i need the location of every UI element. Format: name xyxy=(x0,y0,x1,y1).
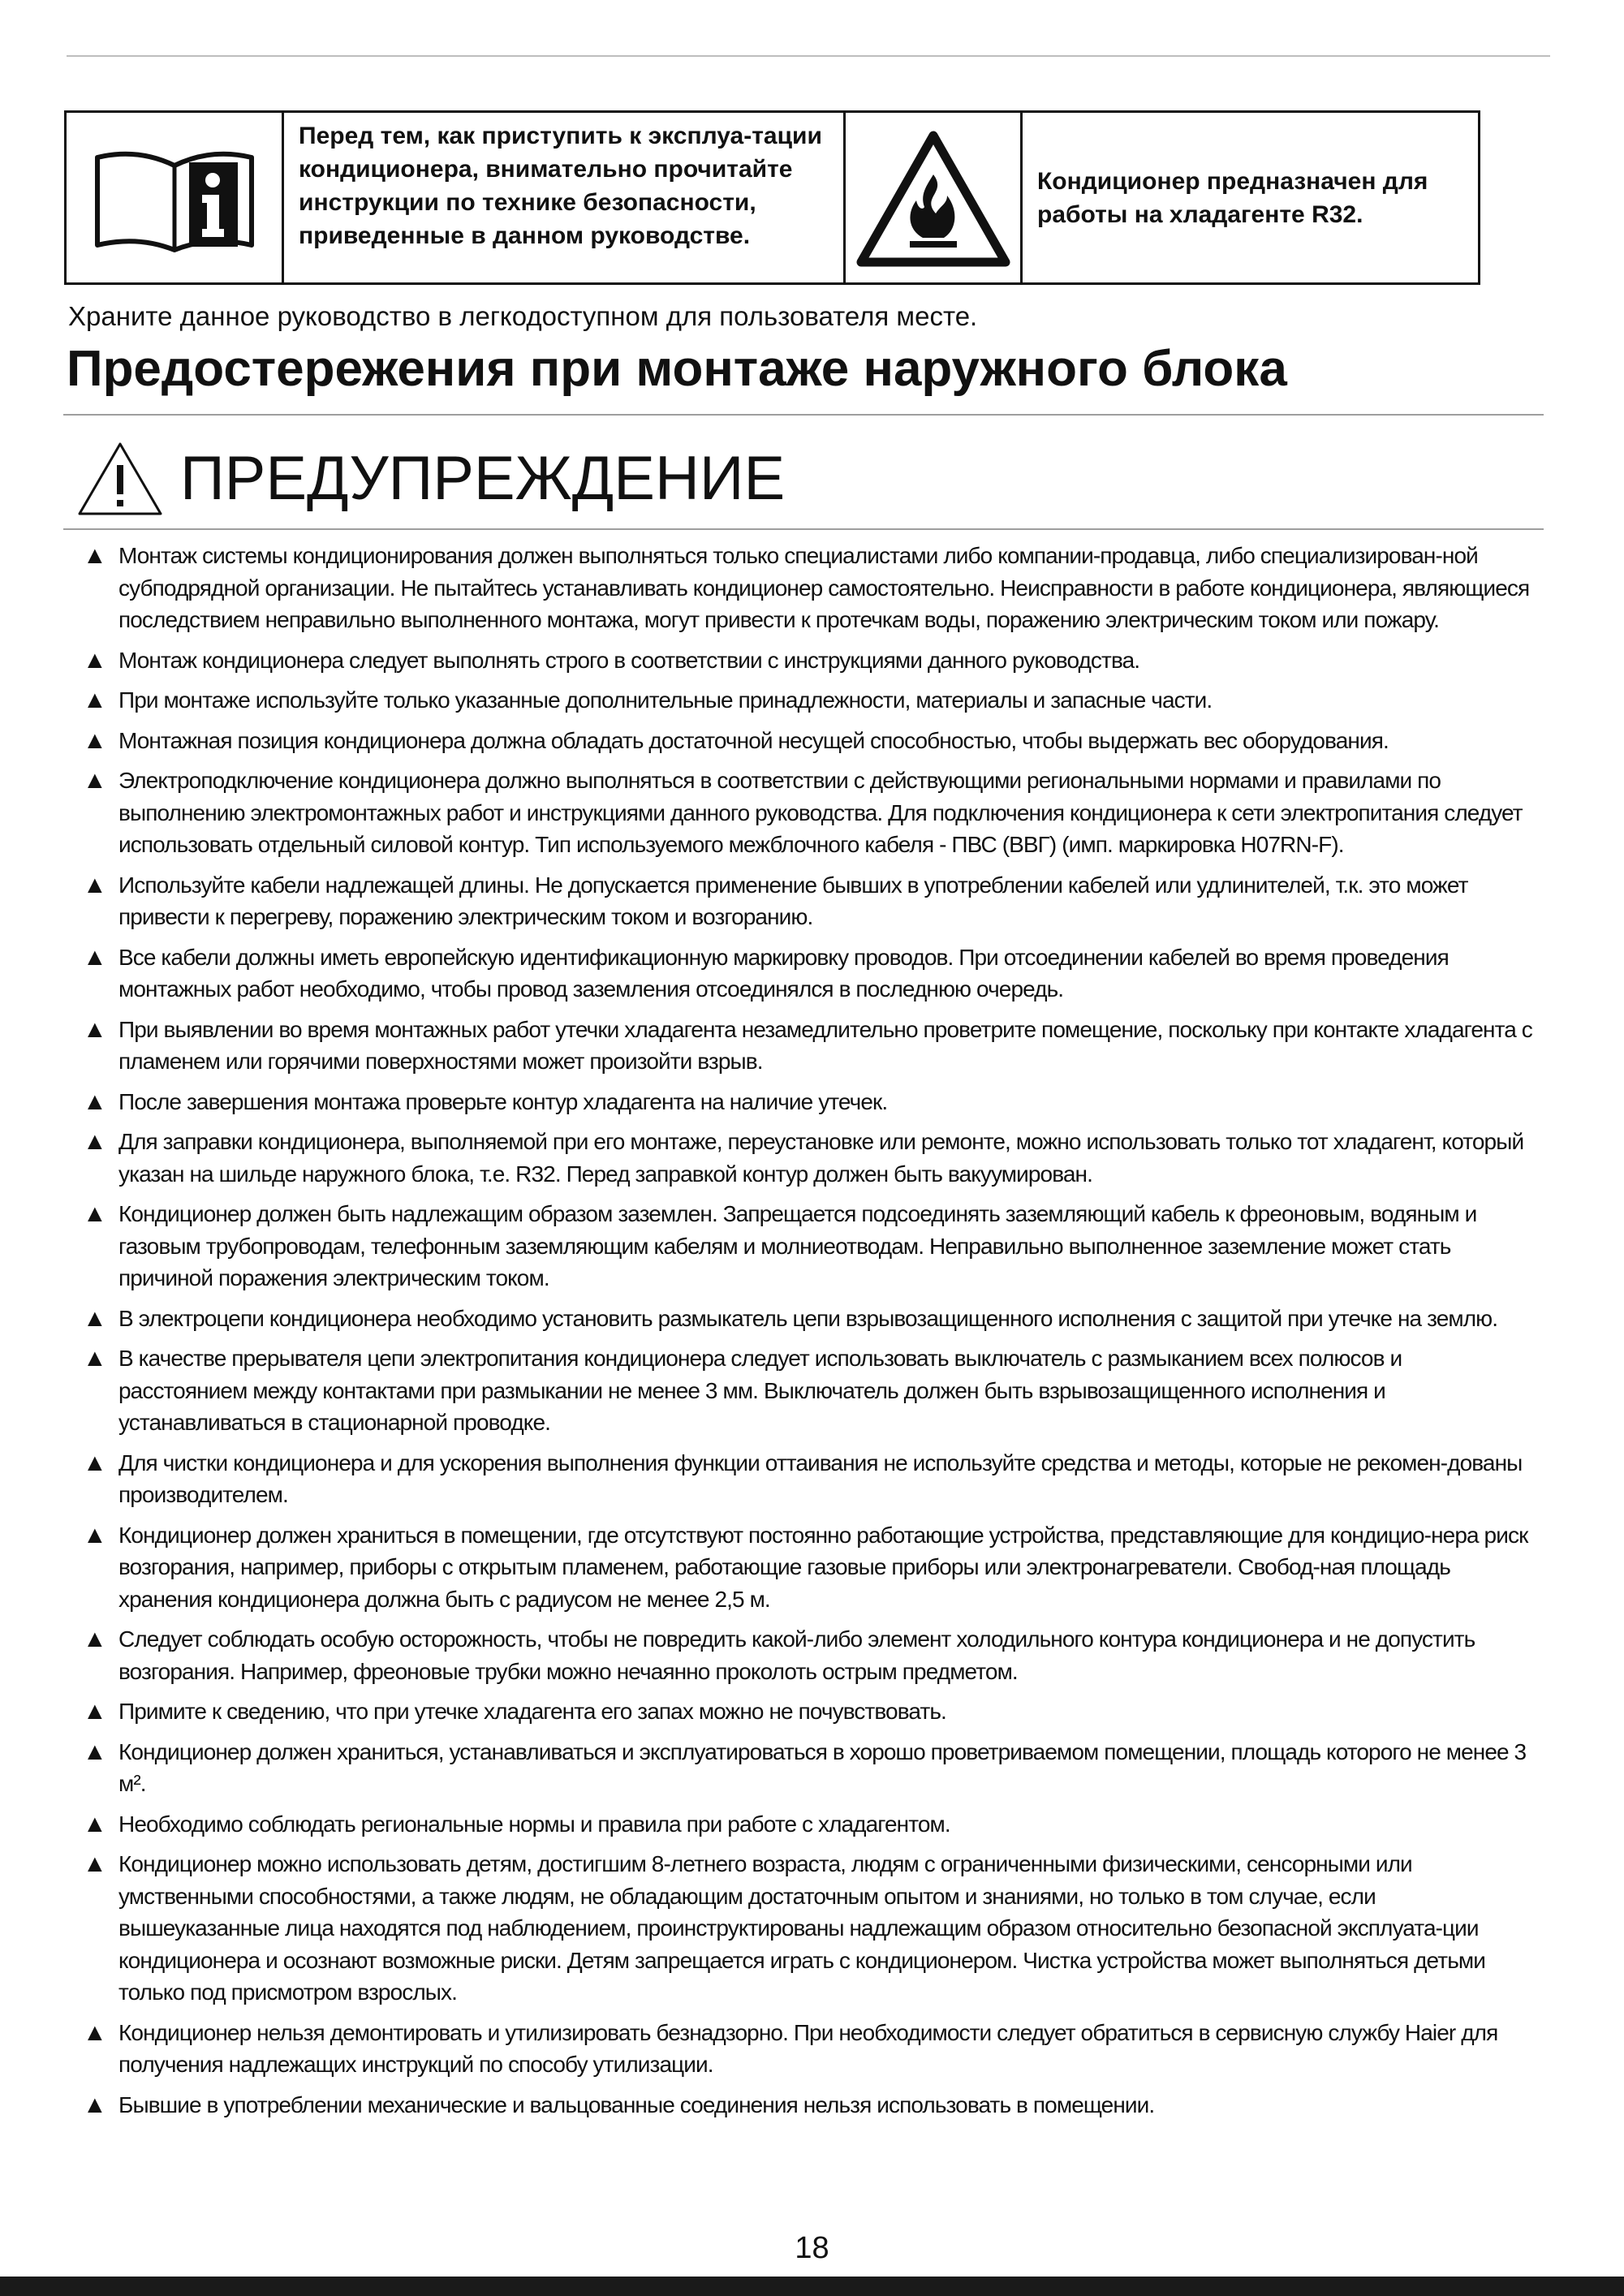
warning-item-text: В электроцепи кондиционера необходимо установить размыкатель цепи взрывозащищенного исполнения с защитой при утечке на землю. xyxy=(118,1305,1498,1331)
bullet-triangle-icon: ▲ xyxy=(83,2018,107,2046)
warning-item xyxy=(83,1695,1536,1728)
warning-item xyxy=(83,1447,1536,1511)
warning-item-text: Кондиционер должен храниться, устанавливаться и эксплуатироваться в хорошо проветриваемом помещении, площадь которого не менее 3 м². xyxy=(118,1738,1527,1796)
warning-item-text: Примите к сведению, что при утечке хладагента его запах можно не почувствовать. xyxy=(118,1699,946,1724)
warning-item xyxy=(83,2089,1536,2122)
warning-item-text: Для чистки кондиционера и для ускорения выполнения функции оттаивания не используйте средства и методы, которые не рекомен-дованы производителем. xyxy=(118,1450,1523,1507)
bullet-triangle-icon: ▲ xyxy=(83,767,107,794)
warning-item xyxy=(83,1736,1536,1800)
bullet-triangle-icon: ▲ xyxy=(83,871,107,898)
warning-item xyxy=(83,1848,1536,2009)
warning-item xyxy=(83,725,1536,757)
keep-manual-note: Храните данное руководство в легкодоступном для пользователя месте. xyxy=(68,301,978,331)
bottom-bar xyxy=(0,2277,1624,2296)
flammable-warning-icon xyxy=(846,113,1023,282)
warning-item xyxy=(83,540,1536,636)
top-rule xyxy=(67,55,1550,57)
warning-item xyxy=(83,644,1536,677)
warning-list xyxy=(83,540,1536,2129)
bullet-triangle-icon: ▲ xyxy=(83,1626,107,1652)
warning-item xyxy=(83,1086,1536,1118)
warning-item-text: В качестве прерывателя цепи электропитания кондиционера следует использовать выключатель с размыканием всех полюсов и расстоянием между контактами при размыкании не менее 3 мм. Выключатель должен быть взрывозащищенного исполнения и устанавливаться в стационарной проводке. xyxy=(118,1346,1402,1435)
warning-item-text: Следует соблюдать особую осторожность, чтобы не повредить какой-либо элемент холодильного контура кондиционера и не допустить возгорания. Например, фреоновые трубки можно нечаянно проколоть острым предметом. xyxy=(118,1626,1475,1684)
warning-item-text: При выявлении во время монтажных работ утечки хладагента незамедлительно проветрите помещение, поскольку при контакте хладагента с пламенем или горячими поверхностями может произойти взрыв. xyxy=(118,1016,1532,1074)
bullet-triangle-icon: ▲ xyxy=(83,542,107,569)
bullet-triangle-icon: ▲ xyxy=(83,1128,107,1155)
warning-item xyxy=(83,941,1536,1006)
page-number: 18 xyxy=(795,2231,829,2265)
bullet-triangle-icon: ▲ xyxy=(83,726,107,754)
open-book-info-icon xyxy=(67,113,284,282)
warning-item-text: Кондиционер должен храниться в помещении, где отсутствуют постоянно работающие устройства, представляющие для кондицио-нера риск возгорания, например, приборы с открытым пламенем, работающие газовые приборы или электронагреватели. Свобод-ная площадь хранения кондиционера должна быть с радиусом не менее 2,5 м. xyxy=(118,1522,1528,1612)
bullet-triangle-icon: ▲ xyxy=(83,1521,107,1549)
warning-item-text: Кондиционер можно использовать детям, достигшим 8-летнего возраста, людям с ограниченными физическими, сенсорными или умственными способностями, а также людям, не обладающим достаточным опытом и знаниями, но только в том случае, если вышеуказанные лица находятся под наблюдением, проинструктированы надлежащим образом относительно безопасной эксплуата-ции кондиционера и осознают возможные риски. Детям запрещается играть с кондиционером. Чистка устройства может выполняться детьми только под присмотром взрослых. xyxy=(118,1851,1485,2005)
warning-item xyxy=(83,1014,1536,1078)
bullet-triangle-icon: ▲ xyxy=(83,1200,107,1227)
bullet-triangle-icon: ▲ xyxy=(83,1304,107,1332)
warning-item xyxy=(83,2017,1536,2081)
warning-item xyxy=(83,1623,1536,1687)
warning-item-text: Для заправки кондиционера, выполняемой при его монтаже, переустановке или ремонте, можно использовать только тот хладагент, который указан на шильде наружного блока, т.е. R32. Перед заправкой контур должен быть вакуумирован. xyxy=(118,1129,1524,1187)
bullet-triangle-icon: ▲ xyxy=(83,2091,107,2118)
bullet-triangle-icon: ▲ xyxy=(83,1850,107,1877)
warning-item xyxy=(83,1126,1536,1190)
warning-item xyxy=(83,684,1536,717)
warning-item xyxy=(83,1808,1536,1841)
warning-title: ПРЕДУПРЕЖДЕНИЕ xyxy=(180,444,786,513)
warning-item-text: Электроподключение кондиционера должно выполняться в соответствии с действующими региональными нормами и правилами по выполнению электромонтажных работ и инструкциями данного руководства. Для подключения кондиционера к сети электропитания следует использовать отдельный силовой контур. Тип используемого межблочного кабеля - ПВС (ВВГ) (имп. маркировка H07RN-F). xyxy=(118,768,1523,857)
warning-header xyxy=(76,438,785,519)
warning-item-text: Бывшие в употреблении механические и вальцованные соединения нельзя использовать в помещении. xyxy=(118,2091,1155,2117)
warning-item-text: Монтаж системы кондиционирования должен выполняться только специалистами либо компании-продавца, либо специализирован-ной субподрядной организации. Не пытайтесь устанавливать кондиционер самостоятельно. Неисправности в работе кондиционера, являющиеся последствием неправильно выполненного монтажа, могут привести к протечкам воды, поражению электрическим током или пожару. xyxy=(118,543,1530,632)
warning-item xyxy=(83,765,1536,861)
bullet-triangle-icon: ▲ xyxy=(83,687,107,713)
bullet-triangle-icon: ▲ xyxy=(83,1810,107,1837)
bullet-triangle-icon: ▲ xyxy=(83,1449,107,1476)
bullet-triangle-icon: ▲ xyxy=(83,1015,107,1043)
warning-item xyxy=(83,1198,1536,1294)
warning-item-text: Все кабели должны иметь европейскую идентификационную маркировку проводов. При отсоединении кабелей во время проведения монтажных работ необходимо, чтобы провод заземления отсоединялся в последнюю очередь. xyxy=(118,944,1449,1002)
warning-item-text: Кондиционер должен быть надлежащим образом заземлен. Запрещается подсоединять заземляющий кабель к фреоновым, водяным и газовым трубопроводам, телефонным заземляющим кабелям и молниеотводам. Неправильно выполненное заземление может стать причиной поражения электрическим током. xyxy=(118,1201,1477,1290)
bullet-triangle-icon: ▲ xyxy=(83,1345,107,1372)
warning-item xyxy=(83,1303,1536,1335)
bullet-triangle-icon: ▲ xyxy=(83,1738,107,1765)
warning-item-text: Необходимо соблюдать региональные нормы и правила при работе с хладагентом. xyxy=(118,1811,950,1837)
warning-item-text: Используйте кабели надлежащей длины. Не допускается применение бывших в употреблении кабелей или удлинителей, т.к. это может привести к перегреву, поражению электрическим током и возгоранию. xyxy=(118,872,1468,929)
warning-item-text: После завершения монтажа проверьте контур хладагента на наличие утечек. xyxy=(118,1088,888,1114)
warning-item-text: При монтаже используйте только указанные дополнительные принадлежности, материалы и запасные части. xyxy=(118,687,1213,713)
warning-item xyxy=(83,1519,1536,1616)
bullet-triangle-icon: ▲ xyxy=(83,943,107,971)
divider xyxy=(63,528,1544,530)
warning-item-text: Монтаж кондиционера следует выполнять строго в соответствии с инструкциями данного руководства. xyxy=(118,647,1140,673)
warning-triangle-icon xyxy=(76,441,164,517)
bullet-triangle-icon: ▲ xyxy=(83,1088,107,1115)
page-title: Предостережения при монтаже наружного блока xyxy=(67,341,1287,397)
notice-box xyxy=(64,110,1480,285)
warning-item-text: Монтажная позиция кондиционера должна обладать достаточной несущей способностью, чтобы выдержать вес оборудования. xyxy=(118,727,1389,753)
warning-item-text: Кондиционер нельзя демонтировать и утилизировать безнадзорно. При необходимости следует обратиться в сервисную службу Haier для получения надлежащих инструкций по способу утилизации. xyxy=(118,2019,1498,2077)
warning-item xyxy=(83,869,1536,933)
read-instructions-text: Перед тем, как приступить к эксплуа-тации кондиционера, внимательно прочитайте инструкции по технике безопасности, приведенные в данном руководстве. xyxy=(284,113,846,282)
bullet-triangle-icon: ▲ xyxy=(83,646,107,674)
refrigerant-text: Кондиционер предназначен для работы на хладагенте R32. xyxy=(1037,167,1428,228)
divider xyxy=(63,414,1544,416)
bullet-triangle-icon: ▲ xyxy=(83,1698,107,1725)
warning-item xyxy=(83,1342,1536,1439)
